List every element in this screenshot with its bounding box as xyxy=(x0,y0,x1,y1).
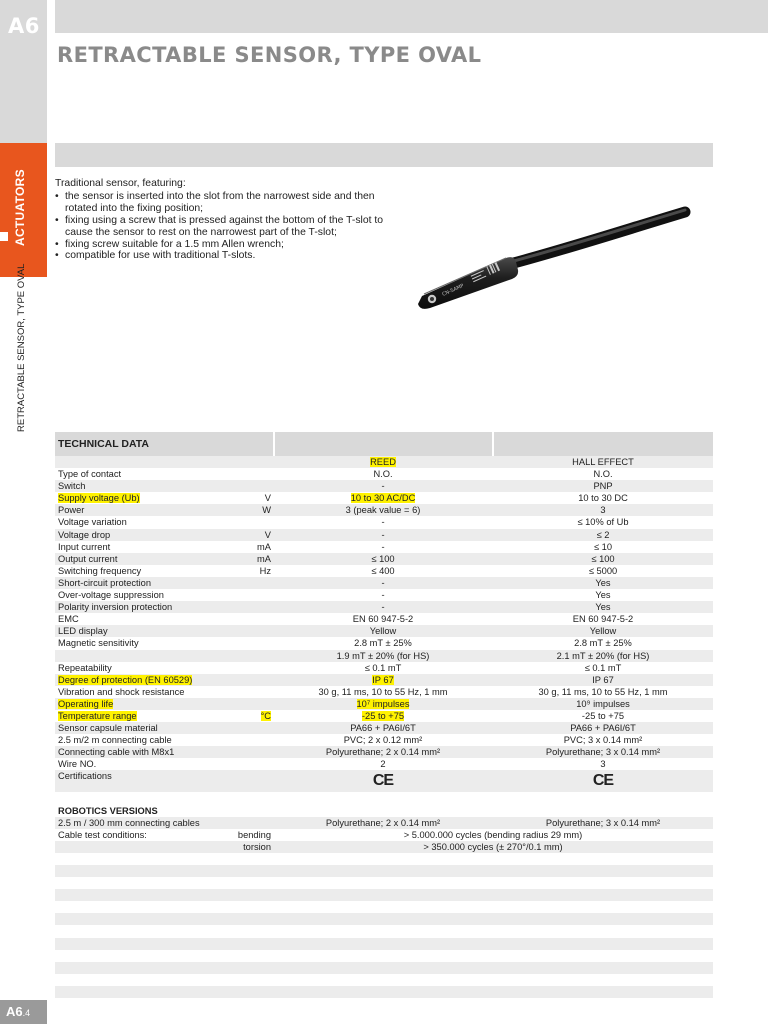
reed-value: - xyxy=(381,529,385,540)
table-row xyxy=(55,913,713,925)
column-header-hall: HALL EFFECT xyxy=(572,457,634,467)
reed-value: ≤ 400 xyxy=(371,565,395,576)
hall-value: ≤ 10% of Ub xyxy=(577,517,629,528)
sensor-brand-text: CN-SAMP xyxy=(441,282,465,298)
row-label: Degree of protection (EN 60529) xyxy=(58,674,193,685)
technical-data-table xyxy=(55,432,713,998)
row-label: Switch xyxy=(58,481,86,492)
reed-value: - xyxy=(381,517,385,528)
table-row xyxy=(55,541,713,553)
table-row xyxy=(55,889,713,901)
row-label: Short-circuit protection xyxy=(58,577,152,588)
table-row xyxy=(55,865,713,877)
hall-value: 3 xyxy=(600,759,606,770)
table-heading: TECHNICAL DATA xyxy=(58,438,149,450)
ce-mark-icon: CE xyxy=(592,772,614,790)
row-label: Vibration and shock resistance xyxy=(58,686,185,697)
row-label: Polarity inversion protection xyxy=(58,602,173,613)
table-row xyxy=(55,925,713,937)
header-bar xyxy=(55,0,768,33)
table-row xyxy=(55,901,713,913)
table-row xyxy=(55,589,713,601)
row-label: EMC xyxy=(58,614,79,625)
row-unit: °C xyxy=(260,710,271,721)
row-label: Output current xyxy=(58,553,118,564)
hall-value: ≤ 10 xyxy=(593,541,613,552)
row-label: Switching frequency xyxy=(58,565,142,576)
row-unit: torsion xyxy=(243,841,271,852)
feature-item: • the sensor is inserted into the slot from the narrowest side and then rotated into the fixing position; xyxy=(55,191,385,215)
row-label: LED display xyxy=(58,626,108,637)
table-row xyxy=(55,492,713,504)
hall-value: 10⁹ impulses xyxy=(576,698,630,709)
row-label: Power xyxy=(58,505,85,516)
row-unit: mA xyxy=(257,553,271,564)
table-row xyxy=(55,516,713,528)
table-row xyxy=(55,746,713,758)
reed-value: PA66 + PA6I/6T xyxy=(350,723,416,734)
reed-value: Yellow xyxy=(369,626,397,637)
feature-list xyxy=(55,191,385,262)
section-bar xyxy=(55,143,713,167)
page-code-top: A6 xyxy=(8,14,40,38)
hall-value: 3 xyxy=(600,505,606,516)
feature-item: • fixing screw suitable for a 1.5 mm Allen wrench; xyxy=(55,239,385,251)
row-label: Over-voltage suppression xyxy=(58,590,164,601)
row-label: 2.5 m / 300 mm connecting cables xyxy=(58,817,200,828)
sensor-illustration-icon xyxy=(410,200,710,320)
table-row xyxy=(55,553,713,565)
hall-value: Yellow xyxy=(589,626,617,637)
row-label: Temperature range xyxy=(58,710,137,721)
table-row xyxy=(55,770,713,792)
hall-value: 30 g, 11 ms, 10 to 55 Hz, 1 mm xyxy=(538,686,668,697)
row-label: Sensor capsule material xyxy=(58,723,158,734)
hall-value: Yes xyxy=(595,590,611,601)
hall-value: Yes xyxy=(595,577,611,588)
sidebar-vertical-label: RETRACTABLE SENSOR, TYPE OVAL xyxy=(16,263,27,432)
table-row xyxy=(55,986,713,998)
reed-value: - xyxy=(381,577,385,588)
row-unit: Hz xyxy=(259,565,271,576)
hall-value: IP 67 xyxy=(592,674,614,685)
description-intro: Traditional sensor, featuring: xyxy=(55,178,186,189)
row-label: Input current xyxy=(58,541,111,552)
hall-value: ≤ 100 xyxy=(591,553,615,564)
page-number-sub: .4 xyxy=(22,1008,31,1018)
row-label: Voltage drop xyxy=(58,529,111,540)
row-label: Type of contact xyxy=(58,469,122,480)
bending-value: > 5.000.000 cycles (bending radius 29 mm) xyxy=(403,829,583,840)
hall-value: ≤ 2 xyxy=(596,529,610,540)
reed-value: - xyxy=(381,481,385,492)
reed-value: 2 xyxy=(380,759,386,770)
table-row xyxy=(55,468,713,480)
reed-value: Polyurethane; 2 x 0.14 mm² xyxy=(325,817,441,828)
table-row xyxy=(55,792,713,804)
row-label: Voltage variation xyxy=(58,517,127,528)
hall-value: -25 to +75 xyxy=(581,710,625,721)
table-row xyxy=(55,456,713,468)
feature-item: • fixing using a screw that is pressed against the bottom of the T-slot to cause the sensor to rest on the narrowest part of the T-slot; xyxy=(55,215,385,239)
hall-value: N.O. xyxy=(593,469,613,480)
row-label: Operating life xyxy=(58,698,114,709)
hall-value: 10 to 30 DC xyxy=(578,493,628,504)
table-row xyxy=(55,950,713,962)
table-row xyxy=(55,613,713,625)
hall-value: EN 60 947-5-2 xyxy=(572,614,634,625)
reed-value: 10 to 30 AC/DC xyxy=(350,493,416,504)
hall-value: PNP xyxy=(593,481,613,492)
table-row xyxy=(55,734,713,746)
reed-value: - xyxy=(381,541,385,552)
reed-value: - xyxy=(381,590,385,601)
table-row xyxy=(55,853,713,865)
table-row xyxy=(55,480,713,492)
table-row xyxy=(55,565,713,577)
reed-value: 10⁷ impulses xyxy=(356,698,410,709)
row-label: Cable test conditions: xyxy=(58,829,147,840)
table-row xyxy=(55,877,713,889)
table-row xyxy=(55,938,713,950)
column-divider xyxy=(492,432,494,456)
hall-value: ≤ 0.1 mT xyxy=(584,662,622,673)
reed-value: N.O. xyxy=(373,469,393,480)
hall-value: Polyurethane; 3 x 0.14 mm² xyxy=(545,817,661,828)
column-divider xyxy=(273,432,275,456)
reed-value: -25 to +75 xyxy=(361,710,405,721)
table-row xyxy=(55,577,713,589)
page-number xyxy=(6,1004,30,1019)
table-row xyxy=(55,974,713,986)
hall-value: PVC; 3 x 0.14 mm² xyxy=(563,735,643,746)
page-number-main: A6 xyxy=(6,1004,23,1019)
table-row xyxy=(55,817,713,829)
table-row xyxy=(55,686,713,698)
reed-value: ≤ 100 xyxy=(371,553,395,564)
ce-mark-icon: CE xyxy=(372,772,394,790)
feature-item: • compatible for use with traditional T-slots. xyxy=(55,250,385,262)
row-unit: bending xyxy=(237,829,271,840)
row-label: Connecting cable with M8x1 xyxy=(58,747,175,758)
table-row xyxy=(55,637,713,649)
table-row xyxy=(55,805,713,817)
row-label: Supply voltage (Ub) xyxy=(58,493,140,504)
row-unit: mA xyxy=(257,541,271,552)
torsion-value: > 350.000 cycles (± 270°/0.1 mm) xyxy=(423,841,563,852)
section-tab-label: ACTUATORS xyxy=(13,169,27,246)
reed-value: 2.8 mT ± 25% xyxy=(354,638,412,649)
table-row xyxy=(55,962,713,974)
table-header xyxy=(55,432,713,456)
section-tab-marker xyxy=(0,232,8,241)
table-row xyxy=(55,650,713,662)
table-row xyxy=(55,601,713,613)
reed-value: Polyurethane; 2 x 0.14 mm² xyxy=(325,747,441,758)
row-label: Repeatability xyxy=(58,662,112,673)
row-unit: W xyxy=(262,505,271,516)
reed-value: 3 (peak value = 6) xyxy=(345,505,421,516)
reed-value: - xyxy=(381,602,385,613)
hall-value: Polyurethane; 3 x 0.14 mm² xyxy=(545,747,661,758)
row-label: 2.5 m/2 m connecting cable xyxy=(58,735,172,746)
hall-value: PA66 + PA6I/6T xyxy=(570,723,636,734)
hall-value: 2.8 mT ± 25% xyxy=(574,638,632,649)
reed-value: 30 g, 11 ms, 10 to 55 Hz, 1 mm xyxy=(318,686,448,697)
table-row xyxy=(55,829,713,841)
table-row xyxy=(55,722,713,734)
robotics-heading: ROBOTICS VERSIONS xyxy=(58,805,158,816)
reed-value: PVC; 2 x 0.12 mm² xyxy=(343,735,423,746)
hall-value: 2.1 mT ± 20% (for HS) xyxy=(556,650,650,661)
reed-value: ≤ 0.1 mT xyxy=(364,662,402,673)
row-unit: V xyxy=(264,529,271,540)
table-row xyxy=(55,504,713,516)
hall-value: ≤ 5000 xyxy=(588,565,618,576)
product-description xyxy=(55,178,385,262)
table-row xyxy=(55,662,713,674)
table-row xyxy=(55,625,713,637)
column-header-reed: REED xyxy=(370,457,396,467)
table-row xyxy=(55,529,713,541)
hall-value: Yes xyxy=(595,602,611,613)
table-row xyxy=(55,758,713,770)
table-row xyxy=(55,674,713,686)
table-row xyxy=(55,698,713,710)
row-label: Magnetic sensitivity xyxy=(58,638,139,649)
page-title: RETRACTABLE SENSOR, TYPE OVAL xyxy=(57,43,482,67)
row-unit: V xyxy=(264,493,271,504)
reed-value: IP 67 xyxy=(372,674,394,685)
table-row xyxy=(55,710,713,722)
reed-value: EN 60 947-5-2 xyxy=(352,614,414,625)
reed-value: 1.9 mT ± 20% (for HS) xyxy=(336,650,430,661)
table-row xyxy=(55,841,713,853)
row-label: Wire NO. xyxy=(58,759,97,770)
row-label: Certifications xyxy=(58,771,112,782)
